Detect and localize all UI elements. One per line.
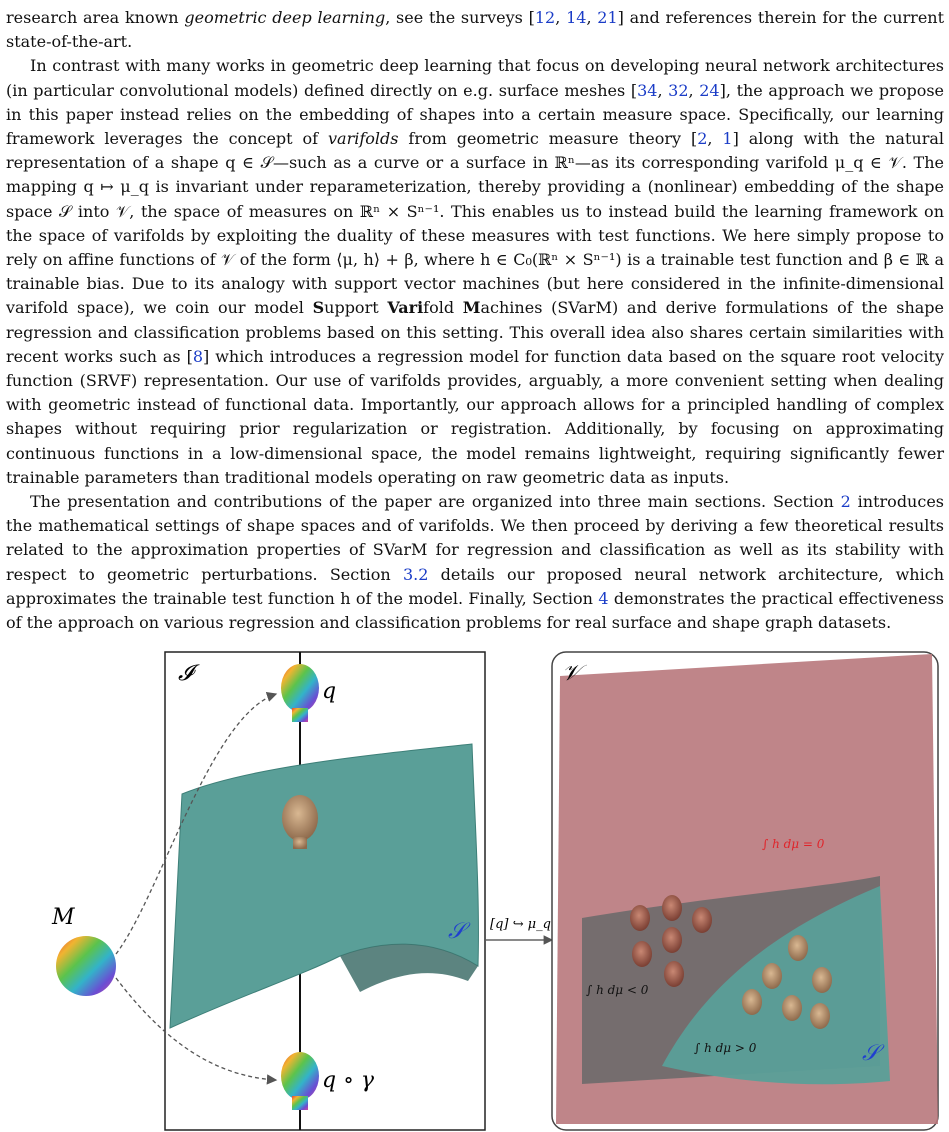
head-icon bbox=[664, 961, 684, 987]
text-run: The presentation and contributions of the paper are organized into three main sections. Section bbox=[30, 492, 841, 512]
text-run: achines (SVarM) and derive formulations of the shape regression and classification problems based on this setting. This overall idea also shares certain similarities with recent works such as [ bbox=[6, 298, 944, 366]
head-icon bbox=[662, 895, 682, 921]
text-run: ] which introduces a regression model for function data based on the square root velocity function (SRVF) representation. Our use of varifolds provides, arguably, a more convenient setting when dealing with geometric instead of functional data. Importantly, our approach allows for a principled handling of complex shapes without requiring prior regularization or registration. Additionally, by focusing on approximating continuous functions in a low-dimensional space, the model remains lightweight, requiring significantly fewer trainable parameters than traditional models operating on raw geometric data as inputs. bbox=[6, 346, 945, 487]
label-M: M bbox=[52, 905, 75, 930]
text-run: , see the surveys [ bbox=[385, 8, 535, 27]
citation-link[interactable]: 24 bbox=[699, 80, 720, 100]
text-run: research area known bbox=[6, 8, 185, 27]
emphasis: varifolds bbox=[328, 129, 399, 149]
label-S-left: 𝒮 bbox=[448, 919, 466, 944]
head-icon bbox=[788, 935, 808, 961]
citation-link[interactable]: 1 bbox=[722, 129, 733, 149]
equation-zero: ∫ h dμ = 0 bbox=[762, 837, 825, 851]
emphasis: geometric deep learning bbox=[184, 8, 386, 27]
bold-run: M bbox=[462, 298, 481, 318]
text-run: introduces the mathematical settings of shape spaces and of varifolds. We then proceed by deriving a few theoretical results related to the approximation properties of SVarM for regression and classification as well as its stability with respect to geometric perturbations. Section bbox=[6, 492, 945, 584]
text-run: from geometric measure theory [ bbox=[398, 129, 698, 149]
equation-positive: ∫ h dμ > 0 bbox=[694, 1041, 757, 1055]
bold-run: Vari bbox=[387, 298, 424, 318]
head-icon bbox=[762, 963, 782, 989]
section-link[interactable]: 3.2 bbox=[402, 564, 429, 584]
text-run: ], the approach we propose in this paper instead relies on the embedding of shapes into a certain measure space. Specifically, our learning framework leverages the concept of bbox=[6, 80, 945, 149]
paragraph-3 bbox=[6, 490, 944, 635]
head-icon bbox=[692, 907, 712, 933]
equation-negative: ∫ h dμ < 0 bbox=[586, 983, 649, 997]
head-icon bbox=[810, 1003, 830, 1029]
text-run: upport bbox=[324, 298, 388, 318]
text-run: details our proposed neural network architecture, which approximates the trainable test function h of the model. Finally, Section bbox=[6, 564, 944, 608]
label-q: q bbox=[322, 679, 337, 704]
head-icon bbox=[630, 905, 650, 931]
embedding-arrow-label: [q] ↪ μ_q bbox=[490, 917, 551, 932]
text-run: ] along with the natural representation of a shape q ∈ 𝒮—such as a curve or a surface in ℝⁿ—as its corresponding varifold μ_q ∈ 𝒱. The mapping q ↦ μ_q is invariant under reparameterization, thereby providing a (nonlinear) embedding of the shape space 𝒮 into 𝒱, the space of measures on ℝⁿ × Sⁿ⁻¹. This enables us to instead build the learning framework on the space of varifolds by exploiting the duality of these measures with test functions. We here simply propose to rely on affine functions of 𝒱 of the form ⟨μ, h⟩ + β, where h ∈ C₀(ℝⁿ × Sⁿ⁻¹) is a trainable test function and β ∈ ℝ a trainable bias. Due to its analogy with support vector machines (but here considered in the infinite-dimensional varifold space), we coin our model bbox=[6, 129, 945, 318]
head-icon bbox=[812, 967, 832, 993]
paragraph-1: research area known geometric deep learning, see the surveys [12, 14, 21] and references therein for the current state-of-the-art. bbox=[6, 8, 945, 52]
text-run: In contrast with many works in geometric deep learning that focus on developing neural network architectures (in particular convolutional models) defined directly on e.g. surface meshes [ bbox=[6, 56, 944, 100]
bold-run: S bbox=[312, 298, 325, 318]
citation-link[interactable]: 32 bbox=[668, 80, 689, 100]
citation-link[interactable]: 12 bbox=[534, 8, 556, 27]
text-run: ] and references therein for the current state-of-the-art. bbox=[6, 8, 945, 52]
parameter-domain-sphere-icon bbox=[56, 936, 116, 996]
citation-link[interactable]: 34 bbox=[637, 80, 658, 100]
head-icon bbox=[742, 989, 762, 1015]
paragraph-2: In contrast with many works in geometric deep learning that focus on developing neural network architectures (in particular convolutional models) defined directly on e.g. surface meshes [34, 32, 24], the approach we propose in this paper instead relies on the embedding of shapes into a certain measure space. Specifically, our learning framework leverages the concept of varifolds from geometric measure theory [2, 1] along with the natural representation of a shape q ∈ 𝒮—such as a curve or a surface in ℝⁿ—as its corresponding varifold μ_q ∈ 𝒱. The mapping q ↦ μ_q is invariant under reparameterization, thereby providing a (nonlinear) embedding of the shape space 𝒮 into 𝒱, the space of measures on ℝⁿ × Sⁿ⁻¹. This enables us to instead build the learning framework on the space of varifolds by exploiting the duality of these measures with test functions. We here simply propose to rely on affine functions of 𝒱 of the form ⟨μ, h⟩ + β, where h ∈ C₀(ℝⁿ × Sⁿ⁻¹) is a trainable test function and β ∈ ℝ a trainable bias. Due to its analogy with support vector machines (but here considered in the infinite-dimensional varifold space), we coin our model Support Varifold Machines (SVarM) and derive formulations of the shape regression and classification problems based on this setting. This overall idea also shares certain similarities with recent works such as [8] which introduces a regression model for function data based on the square root velocity function (SRVF) representation. Our use of varifolds provides, arguably, a more convenient setting when dealing with geometric instead of functional data. Importantly, our approach allows for a principled handling of complex shapes without requiring prior regularization or registration. Additionally, by focusing on approximating continuous functions in a low-dimensional space, the model remains lightweight, requiring significantly fewer trainable parameters than traditional models operating on raw geometric data as inputs. bbox=[6, 56, 945, 487]
label-q-gamma: q ∘ γ bbox=[322, 1068, 375, 1093]
figure-varifold-embedding bbox=[0, 636, 949, 1132]
body-text bbox=[6, 6, 944, 635]
citation-link[interactable]: 21 bbox=[597, 8, 618, 27]
section-link[interactable]: 2 bbox=[840, 492, 851, 512]
head-icon bbox=[782, 995, 802, 1021]
section-link[interactable]: 4 bbox=[598, 588, 609, 608]
label-I: 𝓘 bbox=[178, 661, 193, 686]
citation-link[interactable]: 14 bbox=[566, 8, 587, 27]
head-icon bbox=[662, 927, 682, 953]
citation-link[interactable]: 2 bbox=[697, 129, 708, 149]
label-V: 𝒱 bbox=[562, 661, 581, 686]
text-run: demonstrates the practical effectiveness of the approach on various regression and classification problems for real surface and shape graph datasets. bbox=[6, 588, 944, 633]
text-run: fold bbox=[423, 298, 463, 318]
citation-link[interactable]: 8 bbox=[192, 346, 204, 366]
head-icon bbox=[632, 941, 652, 967]
label-S-right: 𝒮 bbox=[862, 1041, 880, 1066]
